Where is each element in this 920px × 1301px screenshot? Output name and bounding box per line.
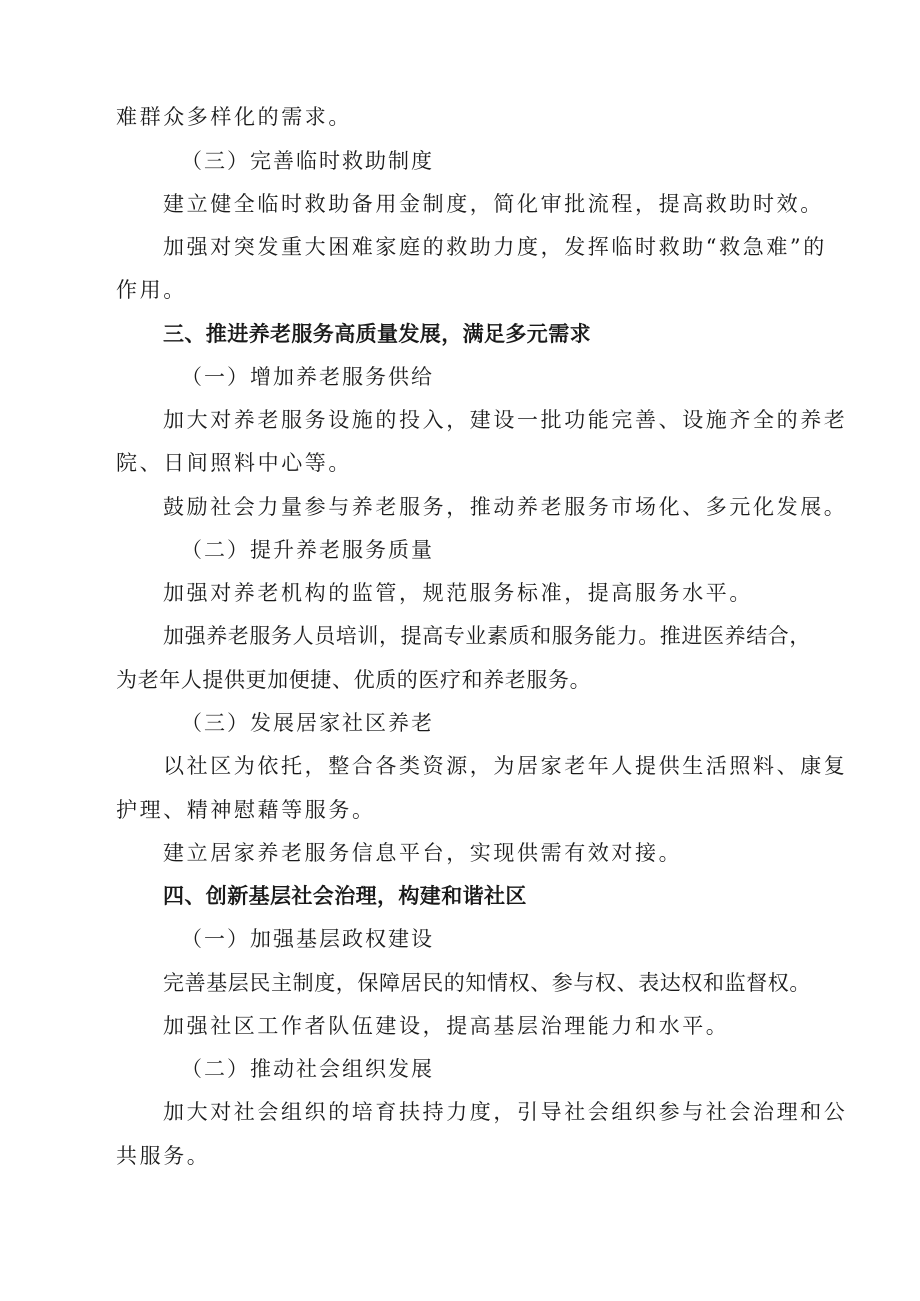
paragraph-continuation: 难群众多样化的需求。 — [116, 105, 352, 129]
paragraph-line: 以社区为依托，整合各类资源，为居家老年人提供生活照料、康复 — [163, 754, 848, 778]
paragraph-line: 鼓励社会力量参与养老服务，推动养老服务市场化、多元化发展。 — [163, 495, 848, 519]
paragraph-line: 加大对社会组织的培育扶持力度，引导社会组织参与社会治理和公 — [163, 1100, 848, 1124]
subsection-heading: （三）发展居家社区养老 — [181, 711, 434, 735]
subsection-heading: （三）完善临时救助制度 — [181, 149, 434, 173]
subsection-heading: （一）加强基层政权建设 — [181, 927, 434, 951]
paragraph-line: 加强养老服务人员培训，提高专业素质和服务能力。推进医养结合， — [163, 624, 811, 648]
paragraph-continuation: 院、日间照料中心等。 — [116, 451, 352, 475]
paragraph-line: 建立居家养老服务信息平台，实现供需有效对接。 — [163, 841, 683, 865]
paragraph-continuation: 作用。 — [116, 278, 187, 302]
paragraph-line: 加强对养老机构的监管，规范服务标准，提高服务水平。 — [163, 581, 753, 605]
paragraph-line: 加大对养老服务设施的投入，建设一批功能完善、设施齐全的养老 — [163, 408, 848, 432]
paragraph-line: 建立健全临时救助备用金制度，简化审批流程，提高救助时效。 — [163, 192, 824, 216]
paragraph-line: 加强社区工作者队伍建设，提高基层治理能力和水平。 — [163, 1014, 730, 1038]
paragraph-line: 加强对突发重大困难家庭的救助力度，发挥临时救助“救急难”的 — [163, 235, 827, 259]
section-heading: 四、创新基层社会治理，构建和谐社区 — [163, 884, 527, 908]
subsection-heading: （一）增加养老服务供给 — [181, 365, 434, 389]
subsection-heading: （二）推动社会组织发展 — [181, 1057, 434, 1081]
paragraph-continuation: 共服务。 — [116, 1144, 211, 1168]
subsection-heading: （二）提升养老服务质量 — [181, 538, 434, 562]
paragraph-line: 完善基层民主制度，保障居民的知情权、参与权、表达权和监督权。 — [163, 971, 811, 995]
paragraph-continuation: 护理、精神慰藉等服务。 — [116, 798, 376, 822]
section-heading: 三、推进养老服务高质量发展，满足多元需求 — [163, 322, 591, 346]
paragraph-continuation: 为老年人提供更加便捷、优质的医疗和养老服务。 — [116, 668, 592, 692]
